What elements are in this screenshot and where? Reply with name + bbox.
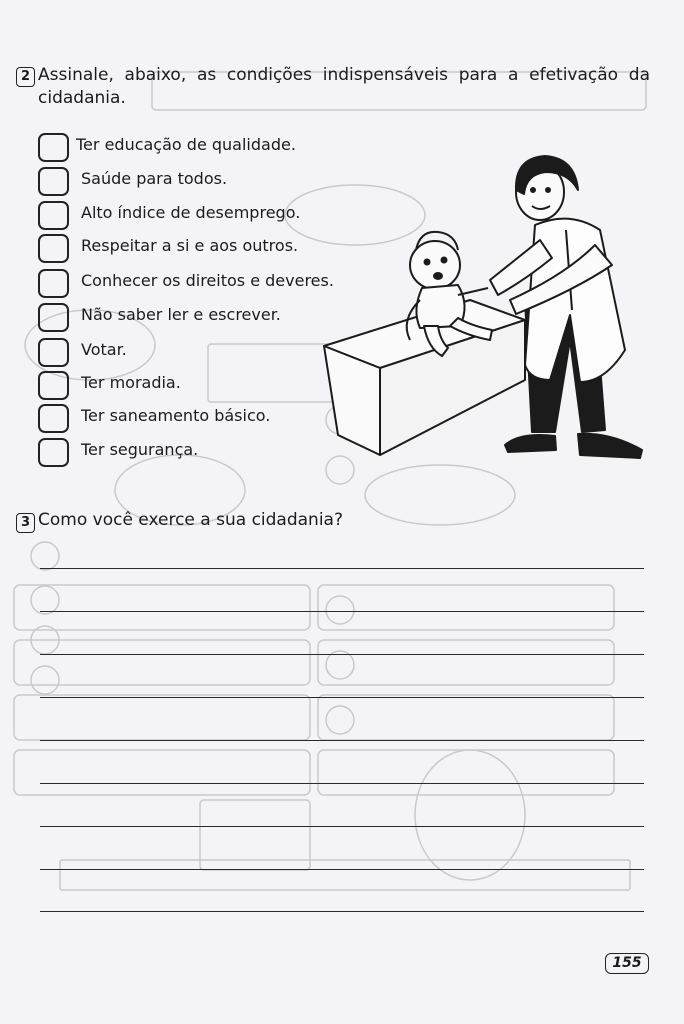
answer-line[interactable]: [40, 697, 644, 698]
option-checkbox[interactable]: [38, 338, 69, 367]
option-checkbox[interactable]: [38, 167, 69, 196]
option-label: Ter saneamento básico.: [81, 406, 271, 425]
option-label: Respeitar a si e aos outros.: [81, 236, 299, 255]
question-3-prompt: Como você exerce a sua cidadania?: [38, 510, 343, 530]
question-2-prompt: Assinale, abaixo, as condições indispensáveis para a efetivação da cidadania.: [38, 65, 650, 108]
option-row[interactable]: [38, 438, 358, 466]
option-row[interactable]: [38, 338, 358, 366]
option-label: Ter educação de qualidade.: [76, 135, 296, 154]
option-checkbox[interactable]: [38, 303, 69, 332]
option-label: Não saber ler e escrever.: [81, 305, 281, 324]
question-3-number: 3: [16, 513, 35, 533]
option-checkbox[interactable]: [38, 404, 69, 433]
option-checkbox[interactable]: [38, 438, 69, 467]
option-row[interactable]: [38, 269, 358, 297]
option-label: Ter moradia.: [81, 373, 181, 392]
option-row[interactable]: [38, 303, 358, 331]
option-checkbox[interactable]: [38, 133, 69, 162]
doctor-with-baby-illustration: [320, 150, 660, 470]
option-checkbox[interactable]: [38, 371, 69, 400]
answer-line[interactable]: [40, 783, 644, 784]
option-checkbox[interactable]: [38, 269, 69, 298]
answer-line[interactable]: [40, 611, 644, 612]
option-row[interactable]: [38, 201, 358, 229]
answer-line[interactable]: [40, 568, 644, 569]
answer-line[interactable]: [40, 654, 644, 655]
answer-line[interactable]: [40, 869, 644, 870]
option-label: Ter segurança.: [81, 440, 199, 459]
option-label: Alto índice de desemprego.: [81, 203, 301, 222]
answer-line[interactable]: [40, 911, 644, 912]
answer-line[interactable]: [40, 826, 644, 827]
option-row[interactable]: [38, 133, 358, 161]
option-label: Conhecer os direitos e deveres.: [81, 271, 334, 290]
option-checkbox[interactable]: [38, 234, 69, 263]
option-row[interactable]: [38, 167, 358, 195]
page-number: 155: [605, 953, 649, 974]
question-2-number: 2: [16, 67, 35, 87]
option-label: Saúde para todos.: [81, 169, 228, 188]
option-row[interactable]: [38, 404, 358, 432]
option-label: Votar.: [81, 340, 127, 359]
option-row[interactable]: [38, 234, 358, 262]
answer-line[interactable]: [40, 740, 644, 741]
option-checkbox[interactable]: [38, 201, 69, 230]
option-row[interactable]: [38, 371, 358, 399]
